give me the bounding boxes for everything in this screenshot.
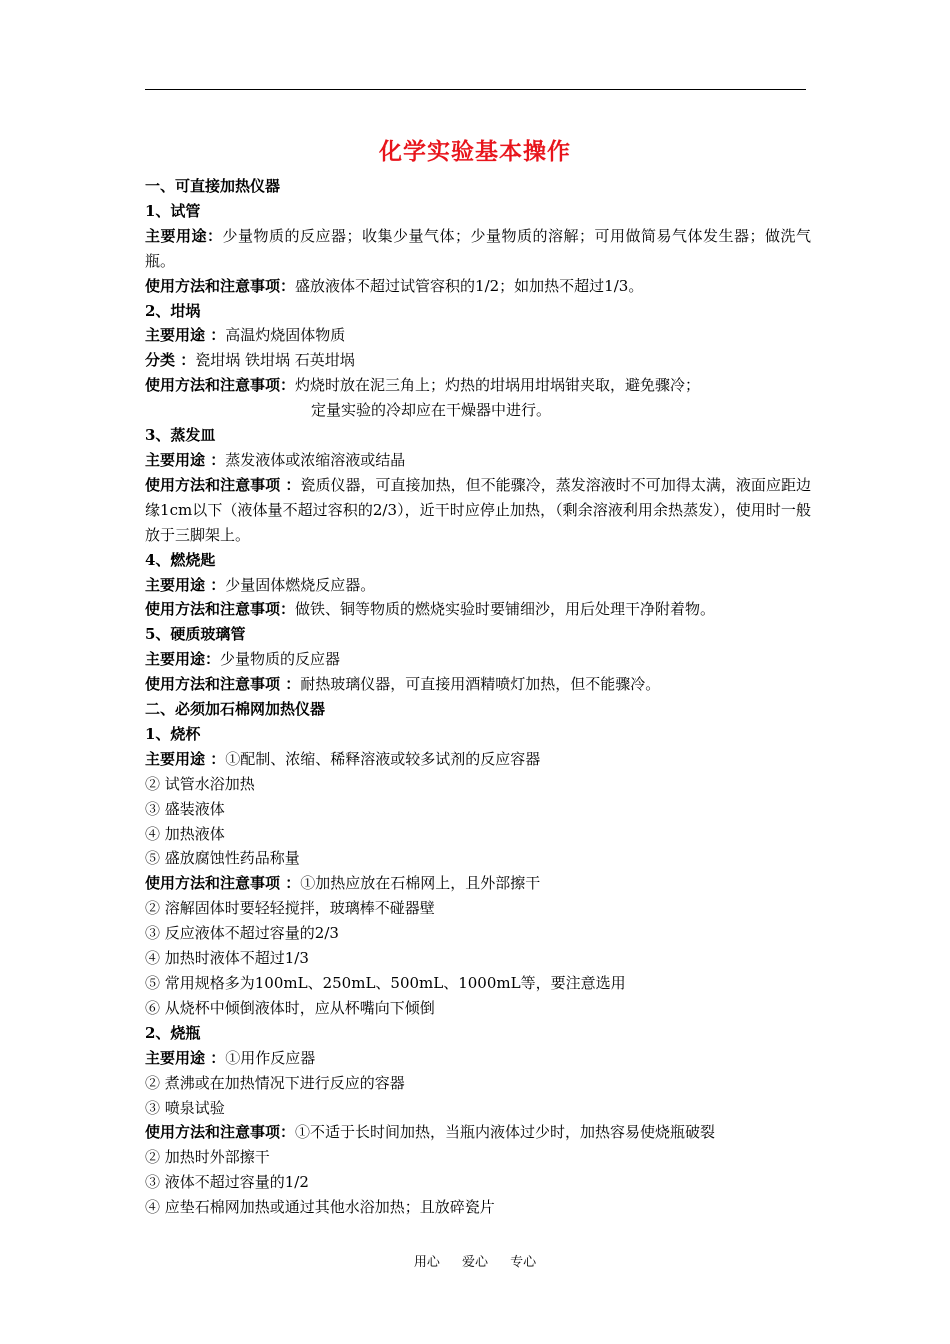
label-separator: ：: [280, 276, 296, 295]
field-text: 少量物质的反应器: [220, 650, 341, 669]
section-heading: 5、硬质玻璃管: [145, 625, 246, 644]
labeled-paragraph: [145, 672, 811, 697]
label-separator: ：: [280, 1123, 296, 1142]
label-separator: ：: [205, 575, 226, 594]
field-text: 高温灼烧固体物质: [225, 326, 346, 345]
field-label: 主要用途: [145, 226, 207, 245]
labeled-paragraph: [145, 373, 811, 398]
section-heading: 一、可直接加热仪器: [145, 177, 281, 195]
field-label: 使用方法和注意事项: [145, 874, 281, 893]
footer-word: 专心: [510, 1255, 537, 1270]
label-separator: ：: [205, 749, 226, 768]
footer-word: 用心: [413, 1255, 440, 1270]
field-text: 少量物质的反应器；收集少量气体；少量物质的溶解；可用做简易气体发生器；做洗气瓶。: [145, 226, 811, 270]
labeled-paragraph: [145, 473, 811, 548]
field-text: ①不适于长时间加热，当瓶内液体过少时，加热容易使烧瓶破裂: [295, 1123, 716, 1142]
field-text: 盛放液体不超过试管容积的1/2；如加热不超过1/3。: [295, 276, 644, 295]
field-label: 主要用途: [145, 575, 206, 594]
labeled-paragraph: [145, 871, 811, 896]
label-separator: ：: [280, 475, 301, 494]
list-item: ④ 应垫石棉网加热或通过其他水浴加热；且放碎瓷片: [145, 1198, 495, 1217]
labeled-paragraph: [145, 747, 811, 772]
labeled-paragraph: [145, 1120, 811, 1145]
field-text: 瓷坩埚 铁坩埚 石英坩埚: [195, 351, 355, 370]
labeled-paragraph: [145, 573, 811, 598]
list-item: ③ 喷泉试验: [145, 1098, 225, 1117]
labeled-paragraph: [145, 348, 811, 373]
label-separator: ：: [205, 650, 221, 669]
label-separator: ：: [280, 675, 301, 694]
section-heading: 1、烧杯: [145, 724, 201, 743]
field-text: 做铁、铜等物质的燃烧实验时要铺细沙，用后处理干净附着物。: [295, 600, 716, 619]
list-item: ⑥ 从烧杯中倾倒液体时，应从杯嘴向下倾倒: [145, 998, 435, 1017]
list-item: ⑤ 盛放腐蚀性药品称量: [145, 849, 300, 868]
field-label: 主要用途: [145, 650, 206, 669]
section-heading: 2、坩埚: [145, 301, 201, 320]
field-text: ①加热应放在石棉网上，且外部擦干: [300, 874, 541, 893]
field-label: 使用方法和注意事项: [145, 475, 281, 494]
section-heading: 3、蒸发皿: [145, 426, 216, 445]
list-item: ⑤ 常用规格多为100mL、250mL、500mL、1000mL等，要注意选用: [145, 974, 626, 992]
page-title: 化学实验基本操作: [379, 138, 571, 165]
field-label: 主要用途: [145, 749, 206, 768]
list-item: ③ 盛装液体: [145, 799, 225, 818]
footer-word: 爱心: [461, 1255, 488, 1270]
section-heading: 二、必须加石棉网加热仪器: [145, 700, 326, 719]
labeled-paragraph: [145, 1046, 811, 1071]
field-label: 使用方法和注意事项: [145, 276, 281, 295]
label-separator: ：: [205, 450, 226, 469]
field-label: 主要用途: [145, 326, 206, 345]
field-label: 主要用途: [145, 450, 206, 469]
label-separator: ：: [280, 376, 296, 395]
list-item: ② 溶解固体时要轻轻搅拌，玻璃棒不碰器壁: [145, 899, 435, 918]
field-text: 灼烧时放在泥三角上；灼热的坩埚用坩埚钳夹取，避免骤冷；: [295, 376, 701, 395]
field-text: 瓷质仪器，可直接加热，但不能骤冷，蒸发溶液时不可加得太满，液面应距边缘1cm以下（液体量不超过容积的2/3），近干时应停止加热，（剩余溶液利用余热蒸发），使用时一般放于三脚架上。: [145, 475, 811, 544]
label-separator: ：: [280, 600, 296, 619]
field-label: 使用方法和注意事项: [145, 376, 281, 395]
page-footer: [0, 1251, 950, 1270]
labeled-paragraph: [145, 274, 811, 299]
section-heading: 1、试管: [145, 201, 201, 220]
labeled-paragraph: [145, 647, 811, 672]
field-label: 使用方法和注意事项: [145, 600, 281, 619]
field-label: 使用方法和注意事项: [145, 675, 281, 694]
label-separator: ：: [205, 1048, 226, 1067]
labeled-paragraph: [145, 323, 811, 348]
section-heading: 2、烧瓶: [145, 1023, 201, 1042]
list-item: ② 试管水浴加热: [145, 774, 255, 793]
continuation-line: 定量实验的冷却应在干燥器中进行。: [311, 401, 552, 420]
list-item: ④ 加热液体: [145, 824, 225, 843]
labeled-paragraph: [145, 597, 811, 622]
header-rule: [145, 89, 806, 90]
field-text: ①配制、浓缩、稀释溶液或较多试剂的反应容器: [225, 749, 541, 768]
field-text: 耐热玻璃仪器，可直接用酒精喷灯加热，但不能骤冷。: [300, 675, 661, 694]
document-body: [145, 174, 811, 1220]
labeled-paragraph: [145, 448, 811, 473]
list-item: ③ 液体不超过容量的1/2: [145, 1173, 309, 1192]
list-item: ② 加热时外部擦干: [145, 1148, 270, 1167]
field-label: 使用方法和注意事项: [145, 1123, 281, 1142]
list-item: ② 煮沸或在加热情况下进行反应的容器: [145, 1073, 405, 1092]
section-heading: 4、燃烧匙: [145, 550, 216, 569]
label-separator: ：: [207, 226, 223, 245]
list-item: ③ 反应液体不超过容量的2/3: [145, 924, 339, 943]
field-label: 分类: [145, 351, 176, 370]
list-item: ④ 加热时液体不超过1/3: [145, 949, 309, 968]
label-separator: ：: [280, 874, 301, 893]
field-label: 主要用途: [145, 1048, 206, 1067]
field-text: 少量固体燃烧反应器。: [225, 575, 376, 594]
labeled-paragraph: [145, 224, 811, 274]
label-separator: ：: [175, 351, 196, 370]
label-separator: ：: [205, 326, 226, 345]
field-text: 蒸发液体或浓缩溶液或结晶: [225, 450, 406, 469]
field-text: ①用作反应器: [225, 1048, 316, 1067]
